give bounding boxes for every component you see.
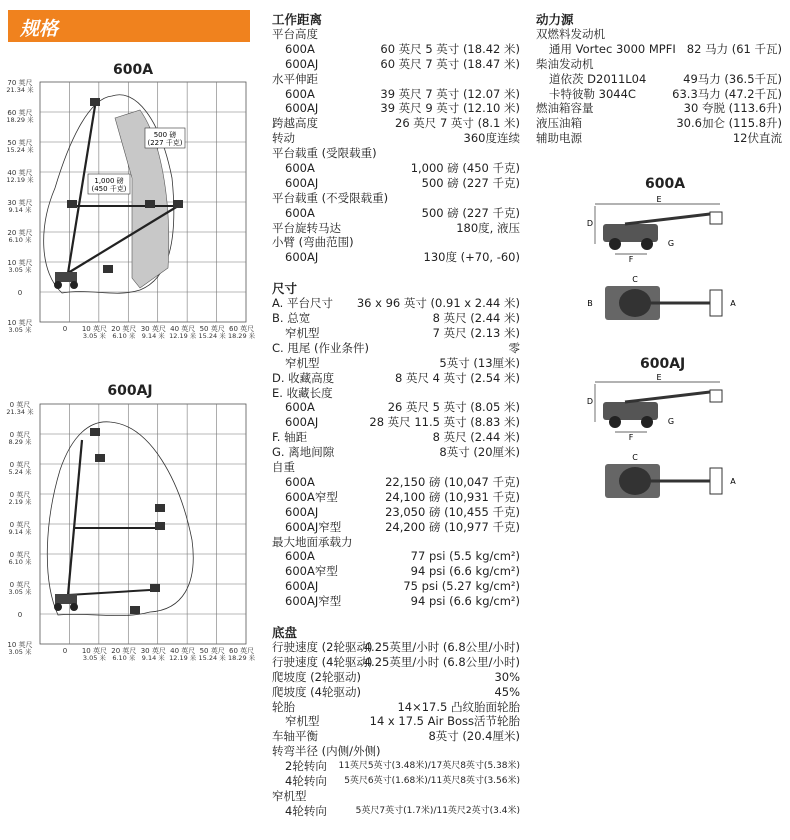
y-tick-label-metric: 3.05 米 — [8, 588, 32, 596]
spec-row — [272, 490, 520, 505]
spec-row — [536, 72, 782, 87]
x-tick-label: 0 — [62, 325, 68, 333]
load-label-1000: 1,000 磅 — [94, 177, 124, 185]
platform-basket — [90, 98, 100, 106]
y-tick-label-metric: 8.29 米 — [8, 438, 32, 446]
platform-basket — [155, 522, 165, 530]
wheel — [641, 238, 653, 250]
platform-basket — [90, 428, 100, 436]
spec-label: 辅助电源 — [536, 131, 582, 146]
spec-label: G. 离地间隙 — [272, 445, 335, 460]
spec-row — [272, 27, 520, 42]
x-tick-label: 50 英尺 — [199, 647, 225, 655]
spec-value: 360度连续 — [463, 131, 520, 146]
spec-row — [272, 400, 520, 415]
spec-label: 600A窄型 — [285, 564, 338, 579]
spec-row — [272, 176, 520, 191]
spec-value: 39 英尺 7 英寸 (12.07 米) — [380, 86, 520, 101]
spec-row — [272, 505, 520, 520]
platform-basket — [173, 200, 183, 208]
dimension-letter: G — [667, 239, 675, 248]
diagram-600aj — [575, 372, 745, 526]
spec-row — [272, 520, 520, 535]
y-tick-label: 10 英尺 — [7, 319, 33, 327]
spec-value: 4.25英里/小时 (6.8公里/小时) — [363, 639, 520, 654]
spec-row — [536, 116, 782, 131]
wheel — [641, 416, 653, 428]
spec-row — [272, 386, 520, 401]
spec-label: 600A — [285, 161, 315, 176]
spec-label: 行驶速度 (4轮驱动) — [272, 654, 373, 669]
section-title: 底盘 — [272, 624, 298, 640]
y-tick-label-metric: 2.19 米 — [8, 498, 32, 506]
wheel — [54, 603, 62, 611]
spec-label: 自重 — [272, 460, 295, 475]
spec-value: 39 英尺 9 英寸 (12.10 米) — [380, 101, 520, 116]
spec-label: 窄机型 — [285, 326, 320, 341]
y-tick-label: 0 英尺 — [9, 551, 31, 559]
spec-value: 零 — [508, 340, 520, 355]
spec-label: 卡特彼勒 3044C — [549, 86, 636, 101]
spec-value: 11英尺5英寸(3.48米)/17英尺8英寸(5.38米) — [338, 761, 520, 772]
y-tick-label: 60 英尺 — [7, 109, 33, 117]
y-tick-label-metric: 9.14 米 — [8, 528, 32, 536]
spec-row — [272, 356, 520, 371]
dimension-letter: D — [586, 397, 594, 406]
spec-value: 500 磅 (227 千克) — [421, 175, 520, 190]
platform-basket — [710, 390, 722, 402]
spec-label: 4轮转向 — [285, 773, 327, 788]
spec-value: 30 夸脱 (113.6升) — [683, 101, 782, 116]
spec-row — [272, 804, 520, 819]
spec-row — [272, 87, 520, 102]
platform-basket — [103, 265, 113, 273]
spec-value: 8英寸 (20.4厘米) — [428, 729, 520, 744]
spec-row — [272, 430, 520, 445]
spec-label: 跨越高度 — [272, 116, 318, 131]
spec-row — [272, 101, 520, 116]
spec-label: 爬坡度 (4轮驱动) — [272, 684, 361, 699]
y-tick-label: 0 英尺 — [9, 581, 31, 589]
spec-value: 26 英尺 7 英寸 (8.1 米) — [395, 116, 520, 131]
spec-label: 水平伸距 — [272, 71, 318, 86]
chart-svg-600a — [0, 78, 256, 348]
spec-row — [272, 72, 520, 87]
y-tick-label-metric: 3.05 米 — [8, 266, 32, 274]
machine-base — [55, 594, 77, 604]
spec-row — [272, 326, 520, 341]
dimension-letter: C — [632, 453, 638, 462]
section-title: 工作距离 — [272, 12, 323, 27]
spec-row — [272, 250, 520, 265]
spec-label: 600A — [285, 400, 315, 415]
x-tick-label: 40 英尺 — [170, 647, 196, 655]
spec-row — [272, 655, 520, 670]
range-chart-600aj — [0, 400, 256, 674]
x-tick-label-metric: 12.19 米 — [169, 332, 197, 340]
spec-label: E. 收藏长度 — [272, 385, 333, 400]
spec-value: 24,100 磅 (10,931 千克) — [385, 489, 520, 504]
x-tick-label-metric: 3.05 米 — [82, 654, 106, 662]
dimension-letter: F — [628, 255, 634, 264]
spec-row — [272, 670, 520, 685]
spec-row — [272, 789, 520, 804]
spec-value: 4.25英里/小时 (6.8公里/小时) — [363, 654, 520, 669]
boom-line — [68, 440, 82, 595]
spec-label: 600AJ窄型 — [285, 594, 342, 609]
spec-value: 500 磅 (227 千克) — [421, 205, 520, 220]
section-title: 尺寸 — [272, 281, 298, 297]
platform-basket — [710, 468, 722, 494]
spec-label: 平台载重 (受限载重) — [272, 146, 377, 161]
spec-value: 5英寸 (13厘米) — [439, 355, 520, 370]
x-tick-label: 60 英尺 — [229, 647, 255, 655]
spec-row — [272, 57, 520, 72]
spec-label: 液压油箱 — [536, 116, 582, 131]
y-tick-label: 20 英尺 — [7, 229, 33, 237]
x-tick-label-metric: 9.14 米 — [141, 332, 165, 340]
x-tick-label-metric: 18.29 米 — [227, 332, 256, 340]
boom-line — [625, 392, 710, 402]
chart-title-600a: 600A — [112, 62, 154, 78]
spec-row — [536, 87, 782, 102]
chart-title-600aj: 600AJ — [107, 383, 153, 399]
spec-value: 28 英尺 11.5 英寸 (8.83 米) — [369, 415, 520, 430]
x-tick-label-metric: 12.19 米 — [169, 654, 197, 662]
spec-value: 8 英尺 (2.44 米) — [432, 311, 520, 326]
platform-basket — [155, 504, 165, 512]
spec-value: 36 x 96 英寸 (0.91 x 2.44 米) — [356, 296, 520, 311]
spec-row — [272, 714, 520, 729]
spec-label: 600AJ — [285, 101, 319, 116]
spec-value: 14 x 17.5 Air Boss活节轮胎 — [369, 714, 520, 729]
spec-label: B. 总宽 — [272, 311, 311, 326]
y-tick-label: 0 英尺 — [9, 491, 31, 499]
x-tick-label-metric: 6.10 米 — [112, 332, 136, 340]
spec-value: 8 英尺 4 英寸 (2.54 米) — [395, 370, 520, 385]
spec-row — [272, 549, 520, 564]
spec-row — [272, 415, 520, 430]
spec-label: 2轮转向 — [285, 759, 327, 774]
spec-row — [272, 729, 520, 744]
spec-label: 窄机型 — [285, 355, 320, 370]
x-tick-label: 50 英尺 — [199, 325, 225, 333]
x-tick-label: 10 英尺 — [81, 325, 107, 333]
x-tick-label-metric: 9.14 米 — [141, 654, 165, 662]
spec-label: 柴油发动机 — [536, 56, 594, 71]
spec-value: 24,200 磅 (10,977 千克) — [385, 519, 520, 534]
spec-value: 77 psi (5.5 kg/cm²) — [410, 549, 520, 564]
spec-label: 车轴平衡 — [272, 729, 318, 744]
chart-svg-600aj — [0, 400, 256, 670]
spec-label: 600AJ — [285, 175, 319, 190]
spec-label: A. 平台尺寸 — [272, 296, 333, 311]
spec-label: 600A — [285, 549, 315, 564]
x-tick-label-metric: 15.24 米 — [198, 654, 226, 662]
page-title: 规格 — [20, 18, 59, 40]
spec-value: 8 英尺 (2.44 米) — [432, 430, 520, 445]
x-tick-label-metric: 3.05 米 — [82, 332, 106, 340]
x-tick-label-metric: 15.24 米 — [198, 332, 226, 340]
spec-row — [272, 744, 520, 759]
spec-row — [272, 341, 520, 356]
spec-row — [536, 42, 782, 57]
diagram-title-600aj: 600AJ — [640, 356, 686, 372]
spec-label: 爬坡度 (2轮驱动) — [272, 669, 361, 684]
y-tick-label: 0 英尺 — [9, 461, 31, 469]
diagram-title-600a: 600A — [645, 176, 686, 192]
spec-row — [272, 235, 520, 250]
spec-value: 63.3马力 (47.2千瓦) — [672, 86, 782, 101]
spec-label: 600AJ — [285, 415, 319, 430]
spec-label: 600AJ — [285, 56, 319, 71]
spec-label: 双燃料发动机 — [536, 27, 605, 41]
y-tick-label: 40 英尺 — [7, 169, 33, 177]
spec-row — [272, 146, 520, 161]
spec-row — [536, 27, 782, 42]
spec-label: 转动 — [272, 131, 295, 146]
spec-label: 4轮转向 — [285, 803, 327, 818]
spec-value: 30% — [494, 669, 520, 684]
y-tick-label: 0 — [17, 611, 23, 619]
spec-value: 7 英尺 (2.13 米) — [432, 326, 520, 341]
platform-basket — [710, 290, 722, 316]
y-tick-label-metric: 21.34 米 — [6, 86, 34, 94]
y-tick-label: 30 英尺 — [7, 199, 33, 207]
spec-value: 1,000 磅 (450 千克) — [410, 161, 520, 176]
dimension-letter: D — [586, 219, 594, 228]
spec-row — [272, 759, 520, 774]
spec-row — [272, 221, 520, 236]
spec-value: 30.6加仑 (115.8升) — [676, 116, 782, 131]
x-tick-label: 0 — [62, 647, 68, 655]
x-tick-label-metric: 6.10 米 — [112, 654, 136, 662]
spec-value: 130度 (+70, -60) — [423, 250, 520, 265]
spec-label: 小臂 (弯曲范围) — [272, 235, 354, 250]
spec-value: 82 马力 (61 千瓦) — [686, 41, 782, 56]
spec-row — [272, 191, 520, 206]
y-tick-label: 0 英尺 — [9, 521, 31, 529]
dimension-letter: B — [587, 299, 593, 308]
x-tick-label: 20 英尺 — [111, 647, 137, 655]
spec-row — [272, 42, 520, 57]
y-tick-label-metric: 9.14 米 — [8, 206, 32, 214]
spec-value: 23,050 磅 (10,455 千克) — [385, 504, 520, 519]
spec-row — [272, 445, 520, 460]
load-label-1000-kg: (450 千克) — [91, 185, 127, 193]
y-tick-label-metric: 6.10 米 — [8, 236, 32, 244]
wheel — [70, 281, 78, 289]
x-tick-label-metric: 18.29 米 — [227, 654, 256, 662]
spec-label: 转弯半径 (内侧/外侧) — [272, 744, 381, 759]
spec-value: 60 英尺 5 英寸 (18.42 米) — [380, 41, 520, 56]
wheel — [70, 603, 78, 611]
spec-value: 94 psi (6.6 kg/cm²) — [410, 564, 520, 579]
spec-label: 最大地面承载力 — [272, 534, 353, 549]
spec-value: 12伏直流 — [732, 131, 782, 146]
spec-value: 45% — [494, 684, 520, 699]
load-label-500-kg: (227 千克) — [147, 139, 183, 147]
spec-label: 600AJ — [285, 504, 319, 519]
wheel — [609, 238, 621, 250]
range-chart-600a — [0, 78, 256, 352]
spec-value: 49马力 (36.5千瓦) — [683, 71, 782, 86]
section-title: 动力源 — [536, 12, 574, 27]
x-tick-label: 30 英尺 — [140, 647, 166, 655]
spec-row — [272, 594, 520, 609]
dimension-letter: E — [656, 195, 662, 204]
spec-row — [272, 206, 520, 221]
x-tick-label: 40 英尺 — [170, 325, 196, 333]
y-tick-label: 0 英尺 — [9, 431, 31, 439]
spec-row — [536, 101, 782, 116]
y-tick-label: 50 英尺 — [7, 139, 33, 147]
spec-label: 道依茨 D2011L04 — [549, 71, 647, 86]
load-label-500: 500 磅 — [153, 131, 177, 139]
spec-label: 窄机型 — [272, 788, 307, 803]
wheel — [54, 281, 62, 289]
spec-value: 75 psi (5.27 kg/cm²) — [403, 579, 520, 594]
spec-value: 94 psi (6.6 kg/cm²) — [410, 594, 520, 609]
dimension-letter: A — [730, 299, 736, 308]
spec-label: F. 轴距 — [272, 430, 308, 445]
spec-label: 平台旋转马达 — [272, 220, 341, 235]
spec-label: 平台载重 (不受限载重) — [272, 190, 389, 205]
y-tick-label: 10 英尺 — [7, 641, 33, 649]
y-tick-label: 70 英尺 — [7, 79, 33, 87]
spec-label: D. 收藏高度 — [272, 370, 335, 385]
platform-basket — [145, 200, 155, 208]
platform-basket — [130, 606, 140, 614]
spec-value: 5英尺6英寸(1.68米)/11英尺8英寸(3.56米) — [344, 775, 520, 786]
spec-row — [272, 535, 520, 550]
platform-basket — [150, 584, 160, 592]
spec-row — [272, 774, 520, 789]
spec-row — [536, 57, 782, 72]
spec-row — [272, 311, 520, 326]
spec-row — [272, 161, 520, 176]
spec-label: 600A窄型 — [285, 489, 338, 504]
y-tick-label-metric: 12.19 米 — [6, 176, 34, 184]
diagram-600a — [575, 194, 745, 348]
spec-label: 平台高度 — [272, 27, 318, 41]
spec-row — [272, 700, 520, 715]
y-tick-label-metric: 3.05 米 — [8, 648, 32, 656]
dimension-letter: G — [667, 417, 675, 426]
y-tick-label-metric: 5.24 米 — [8, 468, 32, 476]
spec-row — [272, 116, 520, 131]
spec-label: 600AJ — [285, 250, 319, 265]
y-tick-label-metric: 6.10 米 — [8, 558, 32, 566]
spec-column-power — [536, 12, 782, 146]
dimension-letter: F — [628, 433, 634, 442]
boom-line — [68, 590, 150, 595]
y-tick-label: 0 — [17, 289, 23, 297]
spec-value: 22,150 磅 (10,047 千克) — [385, 474, 520, 489]
wheel — [609, 416, 621, 428]
y-tick-label-metric: 18.29 米 — [6, 116, 34, 124]
spec-row — [272, 640, 520, 655]
spec-value: 60 英尺 7 英寸 (18.47 米) — [380, 56, 520, 71]
header-bar — [8, 10, 250, 42]
spec-label: 600AJ — [285, 579, 319, 594]
spec-row — [272, 685, 520, 700]
spec-value: 26 英尺 5 英寸 (8.05 米) — [387, 400, 520, 415]
spec-value: 5英尺7英寸(1.7米)/11英尺2英寸(3.4米) — [355, 805, 520, 816]
spec-label: 600A — [285, 86, 315, 101]
spec-label: 600A — [285, 41, 315, 56]
platform-basket — [710, 212, 722, 224]
spec-label: 600A — [285, 205, 315, 220]
spec-label: 通用 Vortec 3000 MPFI — [549, 41, 676, 56]
x-tick-label: 10 英尺 — [81, 647, 107, 655]
y-tick-label-metric: 3.05 米 — [8, 326, 32, 334]
spec-label: 600AJ窄型 — [285, 519, 342, 534]
spec-row — [272, 371, 520, 386]
spec-label: 窄机型 — [285, 714, 320, 729]
spec-label: 轮胎 — [272, 699, 295, 714]
spec-label: 600A — [285, 474, 315, 489]
spec-row — [272, 579, 520, 594]
boom-line — [625, 214, 710, 224]
y-tick-label: 10 英尺 — [7, 259, 33, 267]
machine-base — [55, 272, 77, 282]
spec-row — [272, 131, 520, 146]
spec-row — [272, 460, 520, 475]
spec-row — [272, 564, 520, 579]
y-tick-label-metric: 21.34 米 — [6, 408, 34, 416]
spec-label: 行驶速度 (2轮驱动) — [272, 639, 373, 654]
spec-row — [272, 296, 520, 311]
spec-column-main — [272, 12, 520, 819]
spec-value: 14×17.5 凸纹胎面轮胎 — [397, 699, 520, 714]
spec-label: C. 甩尾 (作业条件) — [272, 340, 369, 355]
platform-basket — [67, 200, 77, 208]
x-tick-label: 30 英尺 — [140, 325, 166, 333]
dimension-letter: A — [730, 477, 736, 486]
dimension-letter: C — [632, 275, 638, 284]
spec-row — [272, 475, 520, 490]
spec-value: 8英寸 (20厘米) — [439, 445, 520, 460]
x-tick-label: 20 英尺 — [111, 325, 137, 333]
x-tick-label: 60 英尺 — [229, 325, 255, 333]
spec-label: 燃油箱容量 — [536, 101, 594, 116]
spec-row — [536, 131, 782, 146]
platform-basket — [95, 454, 105, 462]
spec-value: 180度, 液压 — [456, 220, 520, 235]
dimension-letter: E — [656, 373, 662, 382]
y-tick-label-metric: 15.24 米 — [6, 146, 34, 154]
y-tick-label: 0 英尺 — [9, 401, 31, 409]
